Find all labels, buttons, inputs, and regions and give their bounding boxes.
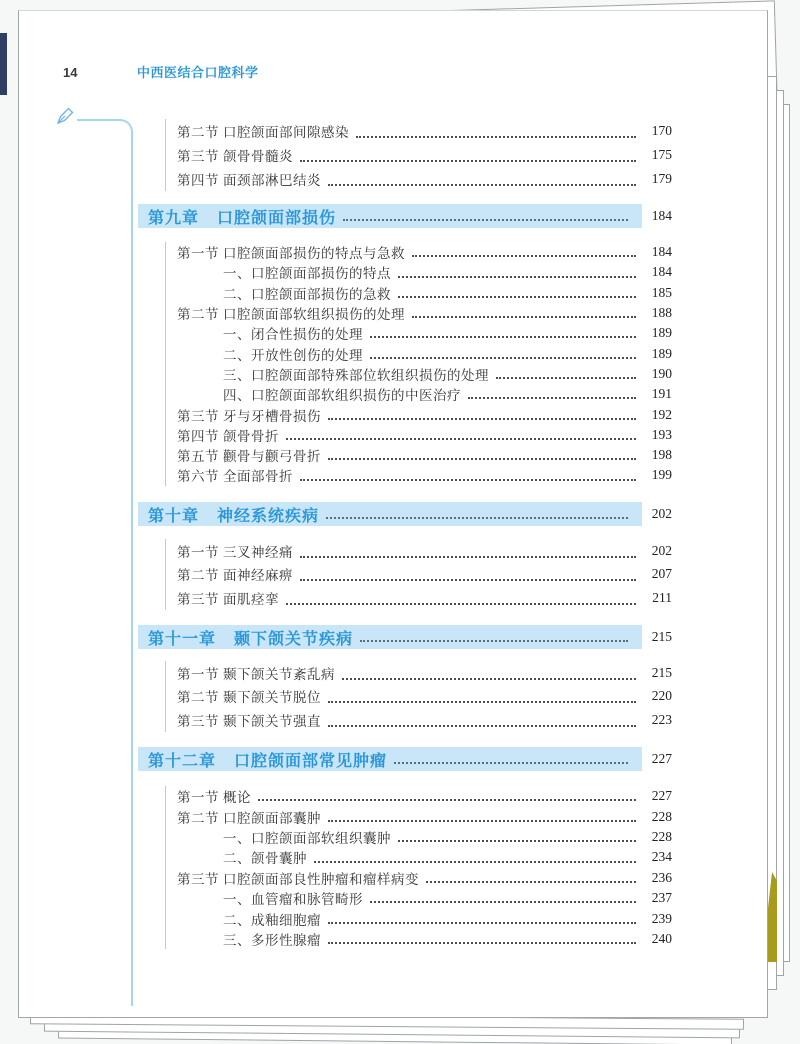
section-title: 口腔颌面部良性肿瘤和瘤样病变: [223, 871, 419, 887]
toc-section-row: [177, 425, 672, 445]
section-title: 三叉神经痛: [223, 544, 293, 560]
page-number: 192: [651, 406, 672, 422]
page-number: 236: [651, 869, 672, 885]
chapter-title: 口腔颌面部常见肿瘤: [234, 752, 388, 770]
section-title: 三、多形性腺瘤: [223, 932, 321, 948]
toc-subsection-row: [177, 827, 672, 847]
dot-leader: [328, 725, 636, 727]
section-title: 颌骨骨折: [223, 428, 279, 444]
section-label: 第五节: [177, 449, 219, 465]
toc-section-row: [177, 685, 672, 709]
section-title: 一、口腔颌面部软组织囊肿: [223, 830, 391, 846]
page-number: 227: [651, 788, 672, 804]
dot-leader: [496, 377, 636, 379]
section-title: 一、闭合性损伤的处理: [223, 327, 363, 343]
page-number: 175: [651, 147, 672, 162]
toc-chapter-row: [138, 625, 672, 649]
section-title: 颞下颌关节强直: [223, 713, 321, 729]
page-number: 228: [651, 828, 672, 844]
toc-section-row: [177, 119, 672, 143]
page-number: 179: [651, 171, 672, 186]
page-number: 170: [651, 123, 672, 138]
toc-subsection-row: [177, 364, 672, 384]
dot-leader: [328, 701, 636, 703]
section-label: 第三节: [177, 149, 219, 164]
section-title: 口腔颌面部囊肿: [223, 810, 321, 826]
stacked-page-edge: [767, 76, 777, 990]
dot-leader: [328, 942, 636, 944]
section-title: 颧骨与颧弓骨折: [223, 449, 321, 465]
section-title: 面肌痉挛: [223, 591, 279, 607]
toc-chapter-row: [138, 502, 672, 526]
page-number: 188: [651, 305, 672, 321]
page-number: 237: [651, 890, 672, 906]
dot-leader: [300, 160, 636, 162]
toc-subsection-row: [177, 908, 672, 928]
toc-section-row: [177, 143, 672, 167]
dot-leader: [342, 678, 636, 680]
toc-section-row: [177, 661, 672, 685]
decorative-corner-line: [77, 119, 133, 1006]
toc-section-row: [177, 708, 672, 732]
page-number: 185: [651, 284, 672, 300]
page-number: 189: [651, 325, 672, 341]
dot-leader: [360, 640, 628, 642]
page-number: 239: [651, 910, 672, 926]
page-number: 184: [651, 208, 672, 223]
section-label: 第三节: [177, 408, 219, 424]
toc-subsection-row: [177, 929, 672, 949]
toc-section-group: [165, 119, 672, 191]
toc-subsection-row: [177, 323, 672, 343]
section-title: 口腔颌面部软组织损伤的处理: [223, 307, 405, 323]
section-title: 二、成釉细胞瘤: [223, 912, 321, 928]
toc-section-row: [177, 539, 672, 563]
toc-subsection-row: [177, 888, 672, 908]
chapter-band: [138, 625, 642, 649]
dot-leader: [300, 579, 636, 581]
toc-section-row: [177, 167, 672, 191]
toc-section-group: [165, 539, 672, 610]
section-label: 第一节: [177, 544, 219, 560]
page-number: 189: [651, 345, 672, 361]
dot-leader: [328, 184, 636, 186]
page-number: 240: [651, 930, 672, 946]
chapter-label: 第十二章: [148, 752, 217, 770]
toc-chapter-row: [138, 747, 672, 771]
section-label: 第二节: [177, 125, 219, 140]
page-number: 193: [651, 426, 672, 442]
toc-section-row: [177, 586, 672, 610]
page-number: 184: [651, 264, 672, 280]
page-number: 228: [651, 808, 672, 824]
section-title: 全面部骨折: [223, 469, 293, 485]
chapter-title: 神经系统疾病: [217, 507, 320, 525]
section-label: 第二节: [177, 690, 219, 706]
chapter-label: 第十章: [148, 507, 200, 525]
dot-leader: [328, 418, 636, 420]
section-title: 颞下颌关节紊乱病: [223, 666, 335, 682]
chapter-label: 第九章: [148, 209, 200, 227]
dot-leader: [398, 840, 636, 842]
section-title: 颌骨骨髓炎: [223, 149, 293, 164]
page-number: 211: [652, 589, 672, 605]
book-spine-sliver: [0, 33, 7, 95]
page-number: 202: [651, 506, 672, 521]
section-title: 一、血管瘤和脉管畸形: [223, 892, 363, 908]
dot-leader: [426, 881, 636, 883]
page-number: 234: [651, 849, 672, 865]
section-label: 第三节: [177, 871, 219, 887]
dot-leader: [328, 922, 636, 924]
dot-leader: [286, 438, 636, 440]
toc-section-row: [177, 303, 672, 323]
section-label: 第六节: [177, 469, 219, 485]
header-page-number: 14: [63, 65, 78, 80]
toc-section-group: [165, 661, 672, 732]
dot-leader: [468, 397, 636, 399]
page-number: 190: [651, 365, 672, 381]
chapter-band: [138, 204, 642, 228]
chapter-label: 第十一章: [148, 630, 217, 648]
dot-leader: [412, 255, 636, 257]
header-book-title: 中西医结合口腔科学: [137, 65, 259, 80]
section-title: 二、颌骨囊肿: [223, 851, 307, 867]
dot-leader: [343, 219, 628, 221]
page-number: 191: [651, 386, 672, 402]
section-label: 第一节: [177, 790, 219, 806]
section-title: 面颈部淋巴结炎: [223, 173, 321, 188]
page-number: 227: [651, 751, 672, 766]
section-title: 牙与牙槽骨损伤: [223, 408, 321, 424]
dot-leader: [370, 357, 636, 359]
section-label: 第三节: [177, 713, 219, 729]
dot-leader: [286, 603, 636, 605]
toc-section-group: [165, 242, 672, 486]
page-number: 207: [651, 566, 672, 582]
dot-leader: [394, 762, 628, 764]
section-label: 第四节: [177, 173, 219, 188]
section-label: 第二节: [177, 568, 219, 584]
section-title: 颞下颌关节脱位: [223, 690, 321, 706]
dot-leader: [328, 820, 636, 822]
toc-section-group: [165, 786, 672, 949]
page-number: 198: [651, 447, 672, 463]
section-label: 第四节: [177, 428, 219, 444]
page-number: 223: [651, 711, 672, 727]
section-title: 二、口腔颌面部损伤的急救: [223, 286, 391, 302]
toc-subsection-row: [177, 283, 672, 303]
section-label: 第一节: [177, 246, 219, 262]
toc-section-row: [177, 404, 672, 424]
page-number: 215: [651, 629, 672, 644]
page-number: 220: [651, 688, 672, 704]
chapter-band: [138, 747, 642, 771]
dot-leader: [328, 458, 636, 460]
chapter-band: [138, 502, 642, 526]
toc-subsection-row: [177, 384, 672, 404]
chapter-title: 颞下颌关节疾病: [234, 630, 354, 648]
section-title: 四、口腔颌面部软组织损伤的中医治疗: [223, 388, 461, 404]
dot-leader: [314, 861, 636, 863]
dot-leader: [398, 276, 636, 278]
dot-leader: [370, 901, 636, 903]
page-number: 202: [651, 542, 672, 558]
toc-section-row: [177, 786, 672, 806]
section-title: 面神经麻痹: [223, 568, 293, 584]
toc-section-row: [177, 465, 672, 485]
dot-leader: [300, 556, 636, 558]
toc-subsection-row: [177, 262, 672, 282]
dot-leader: [370, 336, 636, 338]
section-label: 第三节: [177, 591, 219, 607]
table-of-contents: [138, 0, 672, 1044]
section-title: 二、开放性创伤的处理: [223, 347, 363, 363]
quill-pen-icon: [55, 105, 76, 126]
toc-section-row: [177, 242, 672, 262]
section-title: 口腔颌面部间隙感染: [223, 125, 349, 140]
page-number: 215: [651, 664, 672, 680]
toc-section-row: [177, 868, 672, 888]
page-number: 184: [651, 244, 672, 260]
toc-section-row: [177, 445, 672, 465]
toc-section-row: [177, 563, 672, 587]
page-number: 199: [651, 467, 672, 483]
section-title: 三、口腔颌面部特殊部位软组织损伤的处理: [223, 367, 489, 383]
dot-leader: [398, 296, 636, 298]
toc-subsection-row: [177, 343, 672, 363]
dot-leader: [300, 479, 636, 481]
section-title: 一、口腔颌面部损伤的特点: [223, 266, 391, 282]
section-title: 口腔颌面部损伤的特点与急救: [223, 246, 405, 262]
dot-leader: [412, 316, 636, 318]
dot-leader: [326, 517, 628, 519]
dot-leader: [356, 136, 636, 138]
toc-section-row: [177, 806, 672, 826]
chapter-title: 口腔颌面部损伤: [217, 209, 337, 227]
section-label: 第一节: [177, 666, 219, 682]
section-title: 概论: [223, 790, 251, 806]
section-label: 第二节: [177, 810, 219, 826]
section-label: 第二节: [177, 307, 219, 323]
toc-subsection-row: [177, 847, 672, 867]
dot-leader: [258, 799, 636, 801]
toc-chapter-row: [138, 204, 672, 228]
